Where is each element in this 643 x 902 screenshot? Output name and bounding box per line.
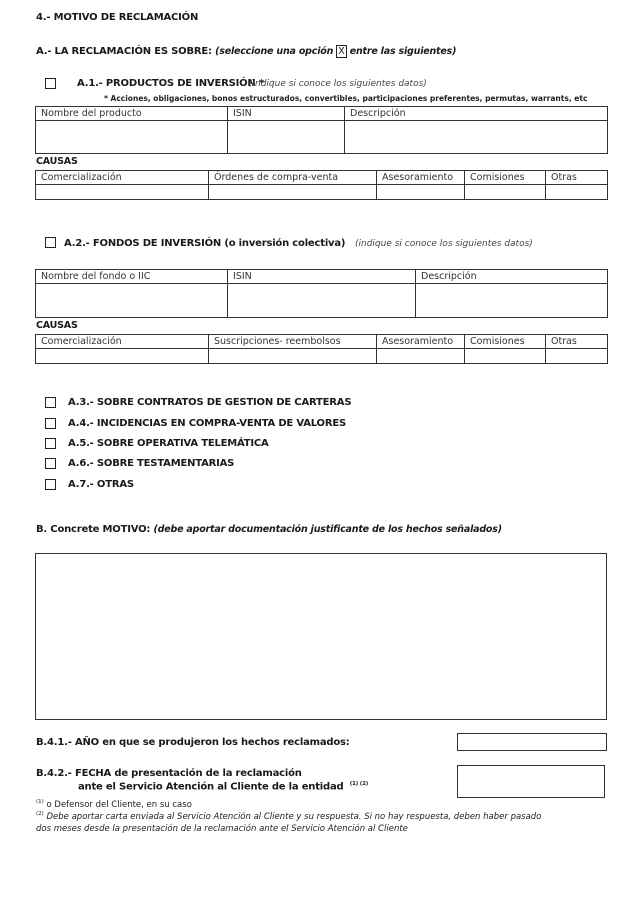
a1-col-nombre: Nombre del producto	[36, 107, 228, 121]
a1-hint: (indique si conoce los siguientes datos)	[249, 79, 427, 89]
a2-label: A.2.- FONDOS DE INVERSIÓN (o inversión colectiva)	[64, 238, 346, 249]
note-1: $^{(1)}$ o Defensor del Cliente, en su caso	[36, 799, 192, 810]
a2-causa-comercializacion-field[interactable]	[36, 349, 209, 364]
note-2-line1: $^{(2)}$ Debe aportar carta enviada al Servicio Atención al Cliente y su respuesta. Si no hay respuesta, deben haber pasado	[36, 811, 542, 822]
a2-causa-suscripciones: Suscripciones- reembolsos	[209, 335, 377, 349]
a1-causa-ordenes-field[interactable]	[209, 185, 377, 200]
section-title: 4.- MOTIVO DE RECLAMACIÓN	[36, 12, 199, 23]
a6-label: A.6.- SOBRE TESTAMENTARIAS	[68, 458, 235, 469]
a1-product-table	[35, 106, 608, 154]
a1-causa-comercializacion-field[interactable]	[36, 185, 209, 200]
a1-col-isin: ISIN	[228, 107, 345, 121]
a1-causa-comisiones-field[interactable]	[465, 185, 546, 200]
section-b-instruction: (debe aportar documentación justificante de los hechos señalados)	[153, 524, 502, 535]
a1-causa-comisiones: Comisiones	[465, 171, 546, 185]
a2-nombre-field[interactable]	[36, 284, 228, 318]
section-b-title: B. Concrete MOTIVO:	[36, 524, 151, 535]
a7-label: A.7.- OTRAS	[68, 479, 134, 490]
a1-descripcion-field[interactable]	[345, 121, 608, 154]
b42-footnote-refs: (1) (2)	[349, 781, 369, 787]
a2-causas-table	[35, 334, 608, 364]
a4-checkbox[interactable]	[45, 418, 56, 429]
a5-checkbox[interactable]	[45, 438, 56, 449]
presentation-date-field[interactable]	[457, 765, 605, 798]
a2-col-descripcion: Descripción	[416, 270, 608, 284]
b42-label-line2: ante el Servicio Atención al Cliente de la entidad $^{(1) (2)}$	[78, 781, 369, 793]
a2-isin-field[interactable]	[228, 284, 416, 318]
a2-col-nombre: Nombre del fondo o IIC	[36, 270, 228, 284]
a1-causa-comercializacion: Comercialización	[36, 171, 209, 185]
b41-label: B.4.1.- AÑO en que se produjeron los hechos reclamados:	[36, 737, 350, 748]
a2-fund-table	[35, 269, 608, 318]
a1-label: A.1.- PRODUCTOS DE INVERSIÓN *	[77, 78, 264, 89]
section-a-heading	[36, 45, 456, 58]
section-a-title: A.- LA RECLAMACIÓN ES SOBRE:	[36, 46, 212, 57]
a2-col-isin: ISIN	[228, 270, 416, 284]
a3-label: A.3.- SOBRE CONTRATOS DE GESTION DE CARTERAS	[68, 397, 352, 408]
a5-label: A.5.- SOBRE OPERATIVA TELEMÁTICA	[68, 438, 269, 449]
a2-causa-otras: Otras	[546, 335, 608, 349]
a1-causa-asesoramiento-field[interactable]	[377, 185, 465, 200]
a2-causa-suscripciones-field[interactable]	[209, 349, 377, 364]
a2-hint: (indique si conoce los siguientes datos)	[355, 239, 533, 249]
a1-causa-ordenes: Órdenes de compra-venta	[209, 171, 377, 185]
motivo-textarea[interactable]	[35, 553, 607, 720]
a1-causa-asesoramiento: Asesoramiento	[377, 171, 465, 185]
x-mark-sample: X	[338, 46, 345, 57]
section-a-instruction: (seleccione una opción X entre las siguientes)	[215, 46, 457, 57]
note-2-line2: dos meses desde la presentación de la reclamación ante el Servicio Atención al Cliente	[36, 824, 408, 834]
a1-nombre-field[interactable]	[36, 121, 228, 154]
a1-isin-field[interactable]	[228, 121, 345, 154]
a2-causa-asesoramiento: Asesoramiento	[377, 335, 465, 349]
a2-causas-label: CAUSAS	[36, 320, 78, 331]
section-b-heading	[36, 524, 502, 535]
a6-checkbox[interactable]	[45, 458, 56, 469]
a3-checkbox[interactable]	[45, 397, 56, 408]
a1-causas-label: CAUSAS	[36, 156, 78, 167]
a1-causa-otras: Otras	[546, 171, 608, 185]
a7-checkbox[interactable]	[45, 479, 56, 490]
b42-label-line1: B.4.2.- FECHA de presentación de la reclamación	[36, 768, 302, 779]
a1-checkbox[interactable]	[45, 78, 56, 89]
a4-label: A.4.- INCIDENCIAS EN COMPRA-VENTA DE VALORES	[68, 418, 346, 429]
a2-causa-comercializacion: Comercialización	[36, 335, 209, 349]
a2-descripcion-field[interactable]	[416, 284, 608, 318]
a1-causas-table	[35, 170, 608, 200]
a2-causa-comisiones-field[interactable]	[465, 349, 546, 364]
a1-footnote: * Acciones, obligaciones, bonos estructurados, convertibles, participaciones preferentes, permutas, warrants, etc	[104, 94, 588, 103]
a1-col-descripcion: Descripción	[345, 107, 608, 121]
a2-causa-asesoramiento-field[interactable]	[377, 349, 465, 364]
a1-causa-otras-field[interactable]	[546, 185, 608, 200]
a2-causa-otras-field[interactable]	[546, 349, 608, 364]
year-field[interactable]	[457, 733, 607, 751]
a2-checkbox[interactable]	[45, 237, 56, 248]
a2-causa-comisiones: Comisiones	[465, 335, 546, 349]
